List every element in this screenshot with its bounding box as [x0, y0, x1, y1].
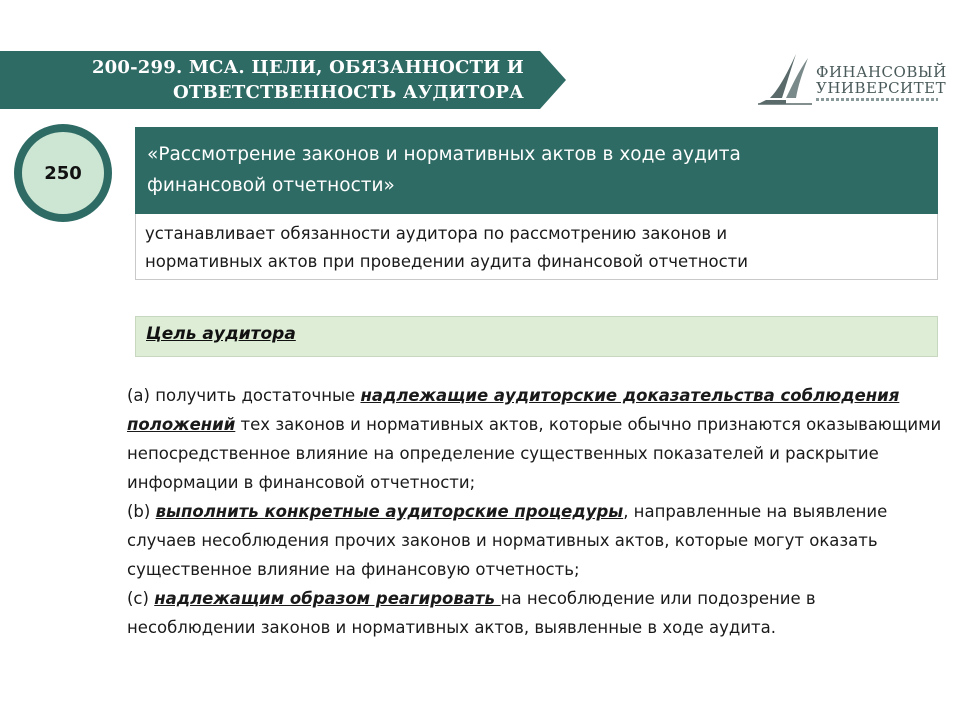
university-logo — [756, 50, 947, 106]
page-title-line1: 200-299. МСА. ЦЕЛИ, ОБЯЗАННОСТИ И — [91, 57, 524, 78]
header-arrow — [540, 51, 566, 109]
goal-items — [127, 381, 942, 642]
standard-number-badge — [14, 124, 112, 222]
logo-text-line2: УНИВЕРСИТЕТ — [816, 79, 947, 97]
goal-item-a — [127, 381, 942, 497]
page-title — [40, 55, 524, 105]
item-c-emphasis: надлежащим образом реагировать — [154, 589, 501, 608]
item-a-emphasis: надлежащие аудиторские доказательства соблюдения положений — [127, 386, 900, 434]
standard-title-box — [135, 127, 938, 214]
goal-heading: Цель аудитора — [146, 324, 296, 344]
standard-description-box — [135, 214, 938, 280]
badge-inner-circle — [22, 132, 104, 214]
standard-desc-line1: устанавливает обязанности аудитора по рассмотрению законов и — [145, 224, 728, 243]
item-b-rest: , направленные на выявление случаев несоблюдения прочих законов и нормативных актов, которые могут оказать существенное влияние на финансовую отчетность; — [127, 502, 888, 579]
logo-subtitle-band — [816, 98, 938, 101]
goal-heading-box — [135, 316, 938, 357]
page-title-line2: ОТВЕТСТВЕННОСТЬ АУДИТОРА — [173, 82, 524, 103]
item-b-prefix: (b) — [127, 502, 156, 521]
logo-text-line1: ФИНАНСОВЫЙ — [816, 63, 947, 81]
item-a-rest: тех законов и нормативных актов, которые обычно признаются оказывающими непосредственное влияние на определение существенных показателей и раскрытие информации в финансовой отчетности; — [127, 415, 942, 492]
item-c-prefix: (c) — [127, 589, 155, 608]
standard-title-line2: финансовой отчетности» — [147, 175, 395, 196]
standard-number: 250 — [44, 162, 82, 184]
standard-desc-line2: нормативных актов при проведении аудита финансовой отчетности — [145, 252, 749, 271]
item-c-rest: на несоблюдение или подозрение в несоблюдении законов и нормативных актов, выявленные в ходе аудита. — [127, 589, 816, 637]
goal-item-b — [127, 497, 942, 584]
item-b-emphasis: выполнить конкретные аудиторские процедуры — [155, 502, 624, 521]
goal-item-c — [127, 584, 942, 642]
logo-emblem-icon — [756, 50, 814, 106]
standard-title-line1: «Рассмотрение законов и нормативных актов в ходе аудита — [147, 144, 741, 165]
item-a-prefix: (a) получить достаточные — [127, 386, 361, 405]
